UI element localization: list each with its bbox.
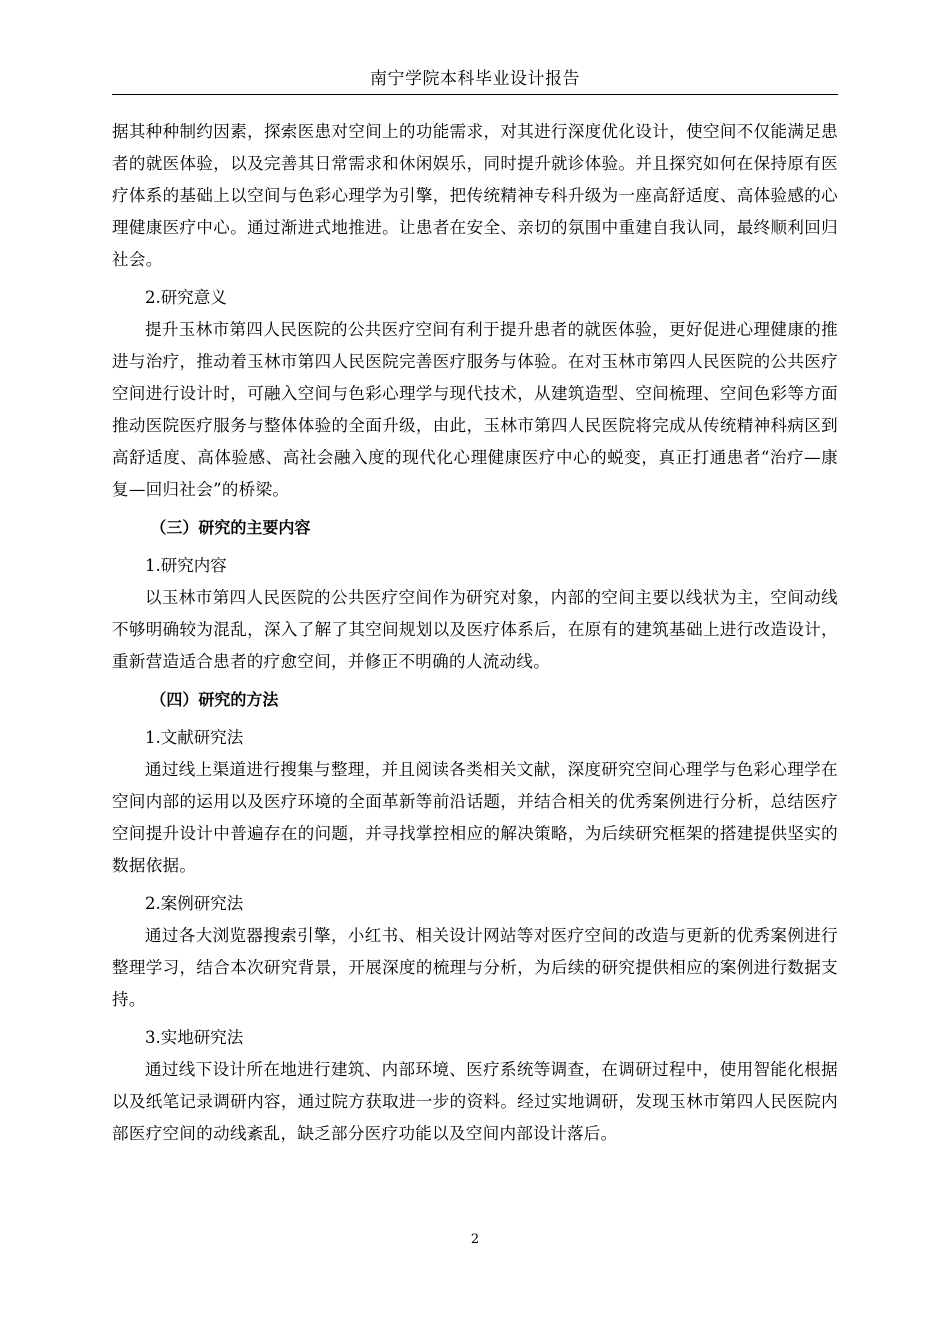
paragraph-research-content: 以玉林市第四人民医院的公共医疗空间作为研究对象，内部的空间主要以线状为主，空间动线不够明确较为混乱，深入了解了其空间规划以及医疗体系后，在原有的建筑基础上进行改造设计，重新营造适合患者的疗愈空间，并修正不明确的人流动线。	[112, 588, 838, 671]
paragraph-literature-method: 通过线上渠道进行搜集与整理，并且阅读各类相关文献，深度研究空间心理学与色彩心理学在空间内部的运用以及医疗环境的全面革新等前沿话题，并结合相关的优秀案例进行分析，总结医疗空间提升设计中普遍存在的问题，并寻找掌控相应的解决策略，为后续研究框架的搭建提供坚实的数据依据。	[112, 760, 838, 875]
section-heading-main-content: （三）研究的主要内容	[150, 518, 311, 537]
paragraph-case-method: 通过各大浏览器搜索引擎，小红书、相关设计网站等对医疗空间的改造与更新的优秀案例进行整理学习，结合本次研究背景，开展深度的梳理与分析，为后续的研究提供相应的案例进行数据支持。	[112, 926, 838, 1009]
section-heading-methods: （四）研究的方法	[150, 690, 279, 709]
header-title: 南宁学院本科毕业设计报告	[370, 69, 580, 89]
subheading-literature-method: 1.文献研究法	[145, 728, 244, 747]
subheading-research-content: 1.研究内容	[145, 556, 227, 575]
subheading-field-method: 3.实地研究法	[145, 1028, 244, 1047]
paragraph-intro: 据其种种制约因素，探索医患对空间上的功能需求，对其进行深度优化设计，使空间不仅能满足患者的就医体验，以及完善其日常需求和休闲娱乐，同时提升就诊体验。并且探究如何在保持原有医疗体系的基础上以空间与色彩心理学为引擎，把传统精神专科升级为一座高舒适度、高体验感的心理健康医疗中心。通过渐进式地推进。让患者在安全、亲切的氛围中重建自我认同，最终顺利回归社会。	[112, 122, 838, 269]
page-header	[112, 64, 838, 95]
paragraph-field-method: 通过线下设计所在地进行建筑、内部环境、医疗系统等调查，在调研过程中，使用智能化根据以及纸笔记录调研内容，通过院方获取进一步的资料。经过实地调研，发现玉林市第四人民医院内部医疗空间的动线紊乱，缺乏部分医疗功能以及空间内部设计落后。	[112, 1060, 838, 1143]
page-number: 2	[470, 1232, 480, 1247]
document-body	[112, 116, 838, 1150]
subheading-case-method: 2.案例研究法	[145, 894, 244, 913]
paragraph-significance: 提升玉林市第四人民医院的公共医疗空间有利于提升患者的就医体验，更好促进心理健康的推进与治疗，推动着玉林市第四人民医院完善医疗服务与体验。在对玉林市第四人民医院的公共医疗空间进行设计时，可融入空间与色彩心理学与现代技术，从建筑造型、空间梳理、空间色彩等方面推动医院医疗服务与整体体验的全面升级，由此，玉林市第四人民医院将完成从传统精神科病区到高舒适度、高体验感、高社会融入度的现代化心理健康医疗中心的蜕变，真正打通患者“治疗—康复—回归社会”的桥梁。	[112, 320, 838, 499]
subheading-significance: 2.研究意义	[145, 288, 227, 307]
